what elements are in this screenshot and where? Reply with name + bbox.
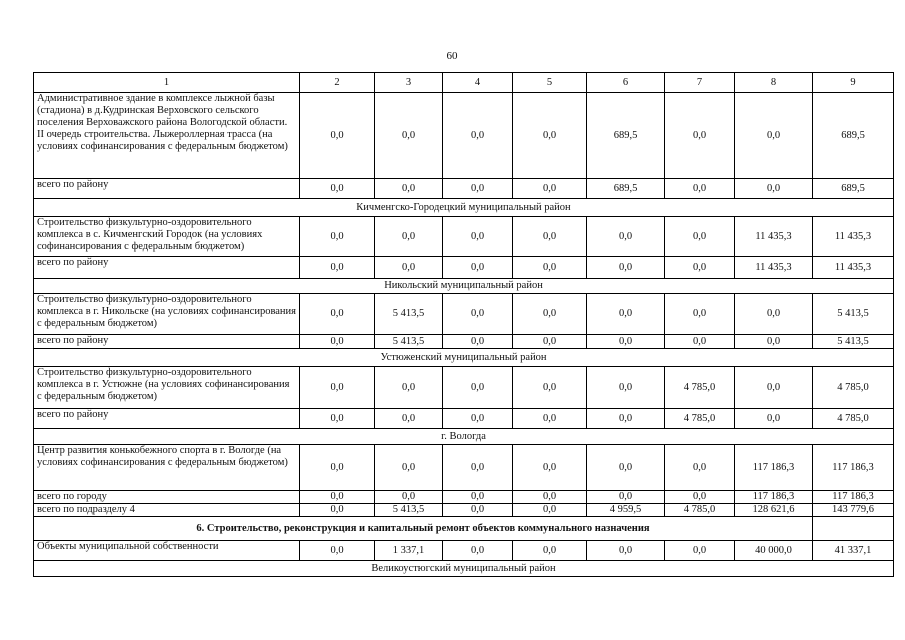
district-heading: Устюженский муниципальный район	[34, 349, 894, 367]
district-heading-row	[34, 279, 894, 294]
table-row	[34, 445, 894, 491]
value-cell: 0,0	[375, 491, 443, 504]
value-cell: 0,0	[443, 367, 513, 409]
table-row	[34, 217, 894, 257]
value-cell: 0,0	[665, 491, 735, 504]
value-cell: 0,0	[665, 93, 735, 179]
value-cell: 689,5	[587, 179, 665, 199]
value-cell: 0,0	[513, 257, 587, 279]
value-cell: 0,0	[300, 445, 375, 491]
table-row	[34, 93, 894, 179]
value-cell: 128 621,6	[735, 504, 813, 517]
column-header: 4	[443, 73, 513, 93]
value-cell: 0,0	[513, 335, 587, 349]
value-cell: 11 435,3	[813, 217, 894, 257]
value-cell: 0,0	[300, 504, 375, 517]
value-cell: 1 337,1	[375, 541, 443, 561]
row-label: Строительство физкультурно-оздоровительного комплекса в г. Устюжне (на условиях софинансирования с федеральным бюджетом)	[34, 367, 300, 409]
value-cell: 0,0	[513, 409, 587, 429]
row-label: Административное здание в комплексе лыжной базы (стадиона) в д.Кудринская Верховского сельского поселения Верховажского района Вологодской области. II очередь строительства. Лыжероллерная трасса (на условиях софинансирования с федеральным бюджетом)	[34, 93, 300, 179]
value-cell: 4 785,0	[813, 367, 894, 409]
value-cell: 0,0	[443, 217, 513, 257]
value-cell: 0,0	[300, 409, 375, 429]
value-cell: 143 779,6	[813, 504, 894, 517]
value-cell: 11 435,3	[813, 257, 894, 279]
value-cell: 0,0	[513, 541, 587, 561]
value-cell: 0,0	[513, 179, 587, 199]
value-cell: 41 337,1	[813, 541, 894, 561]
district-heading: Великоустюгский муниципальный район	[34, 561, 894, 577]
value-cell: 0,0	[300, 335, 375, 349]
value-cell: 0,0	[443, 179, 513, 199]
value-cell: 0,0	[665, 445, 735, 491]
value-cell: 689,5	[587, 93, 665, 179]
value-cell: 0,0	[443, 445, 513, 491]
value-cell: 0,0	[735, 409, 813, 429]
value-cell: 689,5	[813, 179, 894, 199]
value-cell: 0,0	[735, 335, 813, 349]
column-header: 1	[34, 73, 300, 93]
value-cell: 0,0	[443, 93, 513, 179]
column-header: 8	[735, 73, 813, 93]
district-heading: Кичменгско-Городецкий муниципальный район	[34, 199, 894, 217]
empty-cell	[813, 517, 894, 541]
value-cell: 0,0	[375, 179, 443, 199]
value-cell: 0,0	[513, 367, 587, 409]
value-cell: 5 413,5	[375, 294, 443, 335]
value-cell: 0,0	[513, 445, 587, 491]
row-label: всего по подразделу 4	[34, 504, 300, 517]
value-cell: 4 785,0	[665, 367, 735, 409]
value-cell: 0,0	[665, 541, 735, 561]
table-row	[34, 294, 894, 335]
value-cell: 0,0	[587, 541, 665, 561]
row-label: Центр развития конькобежного спорта в г. Вологде (на условиях софинансирования с федеральным бюджетом)	[34, 445, 300, 491]
value-cell: 117 186,3	[813, 491, 894, 504]
value-cell: 0,0	[513, 93, 587, 179]
district-heading-row	[34, 349, 894, 367]
value-cell: 0,0	[587, 335, 665, 349]
column-header: 3	[375, 73, 443, 93]
value-cell: 0,0	[513, 504, 587, 517]
value-cell: 5 413,5	[375, 335, 443, 349]
value-cell: 0,0	[300, 217, 375, 257]
row-label: всего по району	[34, 335, 300, 349]
column-header: 9	[813, 73, 894, 93]
value-cell: 0,0	[735, 294, 813, 335]
district-heading-row	[34, 429, 894, 445]
header-row	[34, 73, 894, 93]
district-heading-row	[34, 561, 894, 577]
page-number: 60	[446, 50, 458, 62]
table-row	[34, 409, 894, 429]
value-cell: 0,0	[665, 179, 735, 199]
row-label: всего по району	[34, 179, 300, 199]
value-cell: 0,0	[300, 93, 375, 179]
table-row	[34, 541, 894, 561]
value-cell: 0,0	[587, 445, 665, 491]
value-cell: 0,0	[665, 217, 735, 257]
value-cell: 117 186,3	[813, 445, 894, 491]
column-header: 2	[300, 73, 375, 93]
value-cell: 117 186,3	[735, 445, 813, 491]
value-cell: 0,0	[443, 504, 513, 517]
table-row	[34, 367, 894, 409]
value-cell: 11 435,3	[735, 257, 813, 279]
column-header: 6	[587, 73, 665, 93]
district-heading: г. Вологда	[34, 429, 894, 445]
section-heading-row	[34, 517, 894, 541]
value-cell: 4 959,5	[587, 504, 665, 517]
value-cell: 0,0	[443, 491, 513, 504]
column-header: 7	[665, 73, 735, 93]
value-cell: 11 435,3	[735, 217, 813, 257]
table-row	[34, 179, 894, 199]
value-cell: 117 186,3	[735, 491, 813, 504]
budget-table	[33, 72, 894, 577]
value-cell: 0,0	[735, 367, 813, 409]
value-cell: 0,0	[735, 93, 813, 179]
value-cell: 0,0	[300, 541, 375, 561]
value-cell: 4 785,0	[813, 409, 894, 429]
column-header: 5	[513, 73, 587, 93]
value-cell: 40 000,0	[735, 541, 813, 561]
value-cell: 0,0	[300, 367, 375, 409]
value-cell: 0,0	[375, 217, 443, 257]
value-cell: 0,0	[300, 294, 375, 335]
row-label: всего по району	[34, 257, 300, 279]
value-cell: 0,0	[443, 409, 513, 429]
value-cell: 0,0	[735, 179, 813, 199]
row-label: Строительство физкультурно-оздоровительного комплекса в с. Кичменгский Городок (на условиях софинансирования с федеральным бюджетом)	[34, 217, 300, 257]
row-label: всего по району	[34, 409, 300, 429]
value-cell: 5 413,5	[813, 335, 894, 349]
value-cell: 0,0	[375, 409, 443, 429]
value-cell: 0,0	[513, 217, 587, 257]
table-row	[34, 504, 894, 517]
value-cell: 0,0	[587, 367, 665, 409]
value-cell: 0,0	[300, 491, 375, 504]
value-cell: 0,0	[665, 335, 735, 349]
value-cell: 0,0	[443, 541, 513, 561]
value-cell: 0,0	[375, 445, 443, 491]
value-cell: 0,0	[665, 257, 735, 279]
row-label: Объекты муниципальной собственности	[34, 541, 300, 561]
value-cell: 0,0	[375, 367, 443, 409]
value-cell: 0,0	[375, 257, 443, 279]
value-cell: 4 785,0	[665, 504, 735, 517]
value-cell: 5 413,5	[375, 504, 443, 517]
table-row	[34, 491, 894, 504]
row-label: Строительство физкультурно-оздоровительного комплекса в г. Никольске (на условиях софинансирования с федеральным бюджетом)	[34, 294, 300, 335]
value-cell: 0,0	[443, 335, 513, 349]
value-cell: 689,5	[813, 93, 894, 179]
value-cell: 0,0	[443, 294, 513, 335]
value-cell: 0,0	[587, 257, 665, 279]
district-heading-row	[34, 199, 894, 217]
value-cell: 0,0	[587, 294, 665, 335]
value-cell: 4 785,0	[665, 409, 735, 429]
value-cell: 0,0	[443, 257, 513, 279]
table-row	[34, 335, 894, 349]
value-cell: 0,0	[513, 491, 587, 504]
value-cell: 0,0	[513, 294, 587, 335]
value-cell: 0,0	[300, 257, 375, 279]
value-cell: 0,0	[587, 491, 665, 504]
value-cell: 0,0	[375, 93, 443, 179]
value-cell: 0,0	[300, 179, 375, 199]
section-heading: 6. Строительство, реконструкция и капитальный ремонт объектов коммунального назначения	[34, 517, 813, 541]
row-label: всего по городу	[34, 491, 300, 504]
value-cell: 0,0	[587, 217, 665, 257]
district-heading: Никольский муниципальный район	[34, 279, 894, 294]
table-row	[34, 257, 894, 279]
value-cell: 5 413,5	[813, 294, 894, 335]
value-cell: 0,0	[587, 409, 665, 429]
value-cell: 0,0	[665, 294, 735, 335]
